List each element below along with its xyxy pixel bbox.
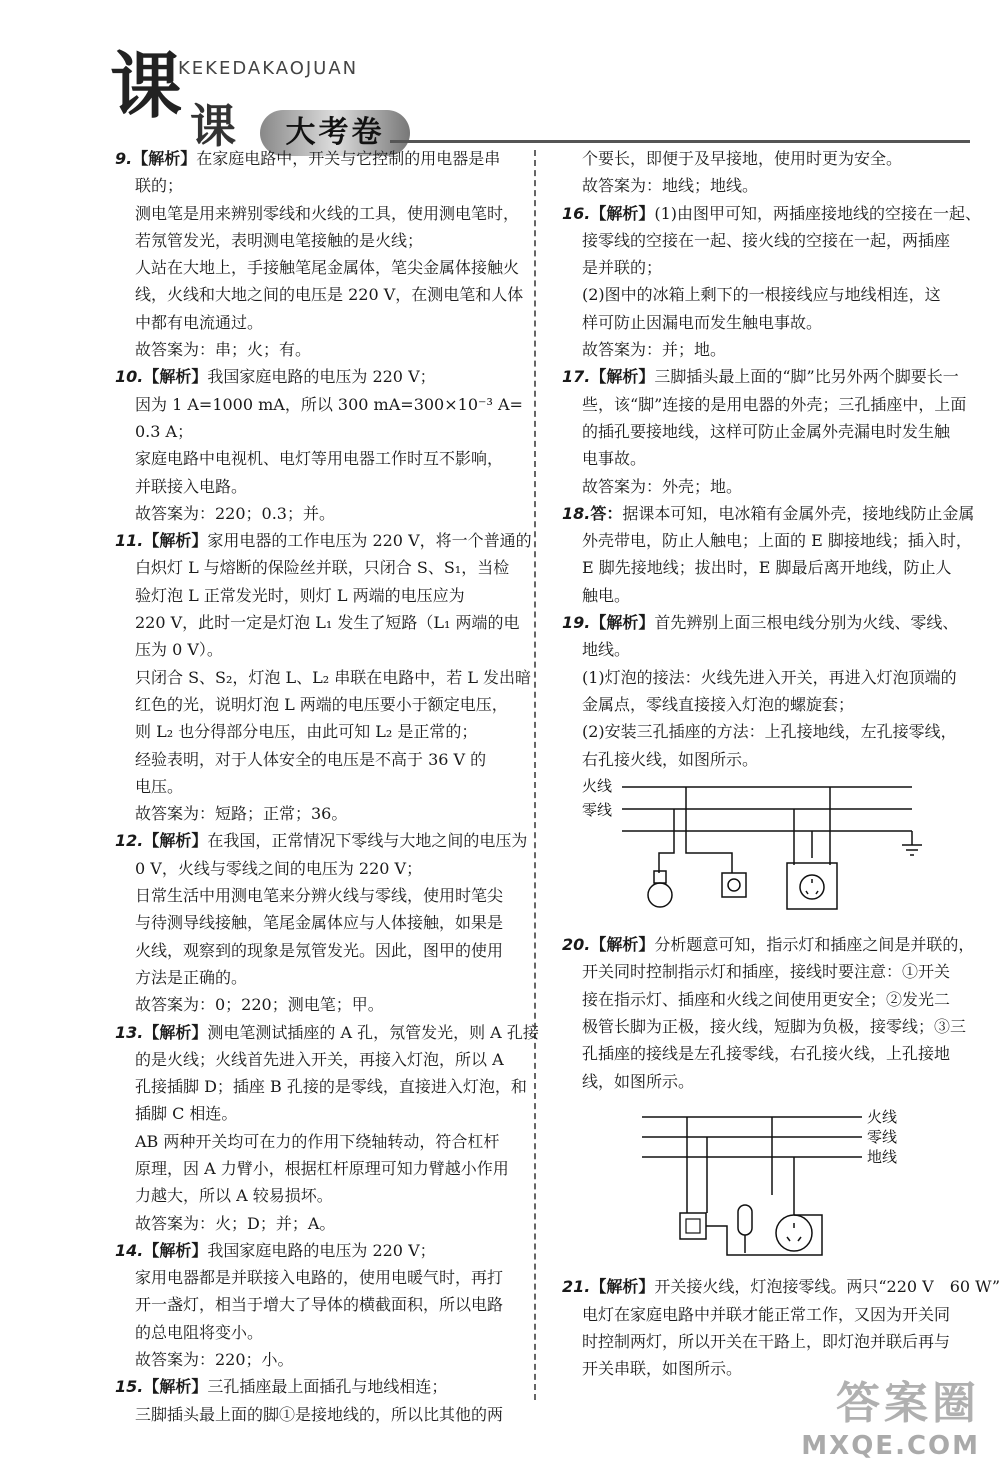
neutral-wire-label: 零线 <box>582 800 613 819</box>
answer-line: 据课本可知，电冰箱有金属外壳，接地线防止金属 <box>622 503 975 523</box>
answer-line: (2)安装三孔插座的方法：上孔接地线，左孔接零线， <box>582 722 957 742</box>
logo-badge: 大考卷 <box>260 110 410 156</box>
switch-icon <box>680 1213 706 1239</box>
socket-icon <box>787 787 837 909</box>
header-rule <box>390 140 970 143</box>
answer-line: 故答案为：220；小。 <box>135 1350 294 1370</box>
answer-line: 故答案为：0；220；测电笔；甲。 <box>135 995 384 1015</box>
answer-line: 家庭电路中电视机、电灯等用电器工作时互不影响， <box>135 449 504 469</box>
neutral-wire-label: 零线 <box>867 1127 898 1146</box>
answer-15 <box>115 1373 515 1428</box>
answer-tag: 【解析】 <box>590 367 655 387</box>
answer-line: 人站在大地上，手接触笔尾金属体，笔尖金属体接触火 <box>135 258 520 278</box>
answer-line: 故答案为：短路；正常；36。 <box>135 804 348 824</box>
answer-line: 日常生活中用测电笔来分辨火线与零线，使用时笔尖 <box>135 886 504 906</box>
page-header <box>90 40 970 153</box>
answer-line: 原理，因 A 力臂小，根据杠杆原理可知力臂越小作用 <box>135 1158 509 1178</box>
answer-line: 与待测导线接触，笔尾金属体应与人体接触，如果是 <box>135 913 504 933</box>
answer-line: 中都有电流通过。 <box>135 312 264 332</box>
answer-tag: 【解析】 <box>590 613 655 633</box>
answer-line: 若氖管发光，表明测电笔接触的是火线； <box>135 230 424 250</box>
answer-line: 分析题意可知，指示灯和插座之间是并联的， <box>654 935 975 955</box>
question-number: 21. <box>562 1277 591 1297</box>
answer-line: 力越大，所以 A 较易损坏。 <box>135 1186 333 1206</box>
answer-line: 接零线的空接在一起、接火线的空接在一起，两插座 <box>582 230 951 250</box>
answer-line: 三脚插头最上面的“脚”比另外两个脚要长一 <box>654 367 959 387</box>
answer-line: 的插孔要接地线，这样可防止金属外壳漏电时发生触 <box>582 421 951 441</box>
answer-12 <box>115 827 528 1018</box>
answer-9 <box>115 145 524 363</box>
answer-line: 时控制两灯，所以开关在干路上，即灯泡并联后再与 <box>582 1331 951 1351</box>
answer-line: 在家庭电路中，开关与它控制的用电器是串 <box>196 149 501 168</box>
answer-line: 经验表明，对于人体安全的电压是不高于 36 V 的 <box>135 749 487 769</box>
answer-tag: 【解析】 <box>590 1277 655 1297</box>
answer-line: 电压。 <box>135 776 184 796</box>
answer-tag: 【解析】 <box>590 203 655 223</box>
answer-line: 只闭合 S、S₂，灯泡 L、L₂ 串联在电路中，若 L 发出暗 <box>135 667 532 687</box>
answer-line: 开一盏灯，相当于增大了导体的横截面积，所以电路 <box>135 1295 504 1315</box>
answer-16 <box>562 200 982 364</box>
answer-tag: 【解析】 <box>143 1022 208 1042</box>
answer-line: 测电笔是用来辨别零线和火线的工具，使用测电笔时， <box>135 203 520 223</box>
answer-line: 是并联的； <box>582 258 663 278</box>
answer-line: 金属点，零线直接接入灯泡的螺旋套； <box>582 694 855 714</box>
answer-line: 电事故。 <box>582 449 647 469</box>
answer-tag: 【解析】 <box>143 367 208 387</box>
question-number: 17. <box>562 367 591 387</box>
answer-line: 在我国，正常情况下零线与大地之间的电压为 <box>207 831 528 851</box>
answer-tag: 【解析】 <box>143 531 208 551</box>
answer-line: 开关接火线，灯泡接零线。两只“220 V 60 W” <box>654 1277 1000 1297</box>
answer-tag: 【解析】 <box>143 1377 208 1397</box>
answer-line: 右孔接火线，如图所示。 <box>582 749 759 769</box>
question-number: 13. <box>115 1022 144 1042</box>
question-number: 11. <box>115 531 144 551</box>
answer-line: 开关串联，如图所示。 <box>582 1359 743 1379</box>
answer-tag: 答： <box>590 503 623 523</box>
answer-line: 三孔插座最上面插孔与地线相连； <box>207 1377 448 1397</box>
question-number: 10. <box>115 367 144 387</box>
answer-21 <box>562 1273 1000 1382</box>
answer-line: 插脚 C 相连。 <box>135 1104 238 1124</box>
switch-icon <box>722 873 746 897</box>
answer-line: 极管长脚为正极，接火线，短脚为负极，接零线；③三 <box>582 1017 967 1037</box>
led-indicator-icon <box>738 1205 752 1253</box>
answer-line: 开关同时控制指示灯和插座，接线时要注意：①开关 <box>582 962 951 982</box>
question-number: 14. <box>115 1240 144 1260</box>
answer-line: 压为 0 V）。 <box>135 640 223 660</box>
answer-line: 我国家庭电路的电压为 220 V； <box>207 1240 436 1260</box>
answer-line: 线，如图所示。 <box>582 1071 695 1091</box>
logo-char-small: 课 <box>190 99 236 153</box>
answer-line: 火线，观察到的现象是氖管发光。因此，图甲的使用 <box>135 940 504 960</box>
bulb-icon <box>648 787 732 907</box>
answer-line: 孔接插脚 D；插座 B 孔接的是零线，直接进入灯泡，和 <box>135 1077 527 1097</box>
answer-line: 联的； <box>135 176 184 196</box>
answer-line: 故答案为：火；D；并；A。 <box>135 1213 336 1233</box>
answer-line: 故答案为：220；0.3；并。 <box>135 503 335 523</box>
watermark-text: 答案圈 <box>836 1378 980 1429</box>
right-column <box>562 145 1000 1382</box>
answer-18 <box>562 500 975 609</box>
ground-symbol <box>902 831 922 855</box>
live-wire-label: 火线 <box>582 776 613 795</box>
answer-13 <box>115 1019 539 1237</box>
answer-line: 接在指示灯、插座和火线之间使用更安全；②发光二 <box>582 989 951 1009</box>
logo-char-large: 课 <box>110 43 183 128</box>
answer-15-continued <box>562 145 952 200</box>
answer-tag: 【解析】 <box>143 1240 208 1260</box>
answer-line: 地线。 <box>582 640 631 660</box>
answer-line: 三脚插头最上面的脚①是接地线的，所以比其他的两 <box>135 1404 504 1424</box>
answer-tag: 【解析】 <box>590 935 655 955</box>
answer-line: 故答案为：串；火；有。 <box>135 340 312 360</box>
answer-19 <box>562 609 959 773</box>
answer-line: 家用电器的工作电压为 220 V，将一个普通的 <box>207 531 532 551</box>
answer-tag: 【解析】 <box>143 831 208 851</box>
question-number: 9. <box>115 149 133 168</box>
circuit-diagram-19 <box>562 773 952 923</box>
answer-line: 则 L₂ 也分得部分电压，由此可知 L₂ 是正常的； <box>135 722 478 742</box>
answer-line: 故答案为：地线；地线。 <box>582 176 759 196</box>
circuit-diagram-20 <box>562 1095 952 1265</box>
answer-17 <box>562 363 967 499</box>
answer-line: 验灯泡 L 正常发光时，则灯 L 两端的电压应为 <box>135 585 465 605</box>
answer-line: 孔插座的接线是左孔接零线，右孔接火线，上孔接地 <box>582 1044 951 1064</box>
live-wire-label: 火线 <box>867 1107 898 1126</box>
question-number: 18. <box>562 503 591 523</box>
answer-line: 电灯在家庭电路中并联才能正常工作，又因为开关同 <box>582 1304 951 1324</box>
answer-10 <box>115 363 523 527</box>
logo-pinyin: KEKEDAKAOJUAN <box>178 58 359 79</box>
answer-line: 我国家庭电路的电压为 220 V； <box>207 367 436 387</box>
answer-line: 方法是正确的。 <box>135 967 248 987</box>
answer-line: 触电。 <box>582 585 631 605</box>
answer-line: 并联接入电路。 <box>135 476 248 496</box>
answer-line: (2)图中的冰箱上剩下的一根接线应与地线相连，这 <box>582 285 941 305</box>
answer-20 <box>562 931 975 1095</box>
answer-line: 线，火线和大地之间的电压是 220 V，在测电笔和人体 <box>135 285 524 305</box>
answer-line: 因为 1 A=1000 mA，所以 300 mA=300×10⁻³ A= <box>135 394 523 414</box>
answer-tag: 【解析】 <box>132 149 197 168</box>
question-number: 20. <box>562 935 591 955</box>
answer-line: 外壳带电，防止人触电；上面的 E 脚接地线；插入时， <box>582 531 972 551</box>
answer-line: 测电笔测试插座的 A 孔，氖管发光，则 A 孔接 <box>207 1022 539 1042</box>
answer-line: 的总电阻将变小。 <box>135 1322 264 1342</box>
answer-line: 故答案为：并；地。 <box>582 340 727 360</box>
ground-wire-label: 地线 <box>867 1147 898 1166</box>
answer-line: 0 V，火线与零线之间的电压为 220 V； <box>135 858 423 878</box>
answer-line: AB 两种开关均可在力的作用下绕轴转动，符合杠杆 <box>135 1131 500 1151</box>
question-number: 16. <box>562 203 591 223</box>
answer-line: 些，该“脚”连接的是用电器的外壳；三孔插座中，上面 <box>582 394 967 414</box>
question-number: 12. <box>115 831 144 851</box>
left-column <box>115 145 539 1428</box>
question-number: 19. <box>562 613 591 633</box>
watermark-url: MXQE.COM <box>801 1431 980 1461</box>
answer-line: (1)灯泡的接法：火线先进入开关，再进入灯泡顶端的 <box>582 667 957 687</box>
answer-line: 个要长，即便于及早接地，使用时更为安全。 <box>582 149 903 168</box>
answer-line: 样可防止因漏电而发生触电事故。 <box>582 312 823 332</box>
column-divider <box>534 150 536 1400</box>
socket-icon <box>776 1215 812 1251</box>
answer-line: 白炽灯 L 与熔断的保险丝并联，只闭合 S、S₁，当检 <box>135 558 510 578</box>
answer-line: 220 V，此时一定是灯泡 L₁ 发生了短路（L₁ 两端的电 <box>135 613 520 633</box>
answer-line: (1)由图甲可知，两插座接地线的空接在一起、 <box>654 203 982 223</box>
answer-line: 红色的光，说明灯泡 L 两端的电压要小于额定电压， <box>135 694 508 714</box>
question-number: 15. <box>115 1377 144 1397</box>
answer-11 <box>115 527 532 827</box>
answer-line: 0.3 A； <box>135 421 194 441</box>
answer-line: E 脚先接地线；拔出时，E 脚最后离开地线，防止人 <box>582 558 952 578</box>
answer-14 <box>115 1237 515 1373</box>
answer-line: 家用电器都是并联接入电路的，使用电暖气时，再打 <box>135 1268 504 1288</box>
answer-line: 故答案为：外壳；地。 <box>582 476 743 496</box>
answer-line: 的是火线；火线首先进入开关，再接入灯泡，所以 A <box>135 1049 504 1069</box>
watermark <box>801 1367 980 1461</box>
answer-line: 首先辨别上面三根电线分别为火线、零线、 <box>654 613 959 633</box>
